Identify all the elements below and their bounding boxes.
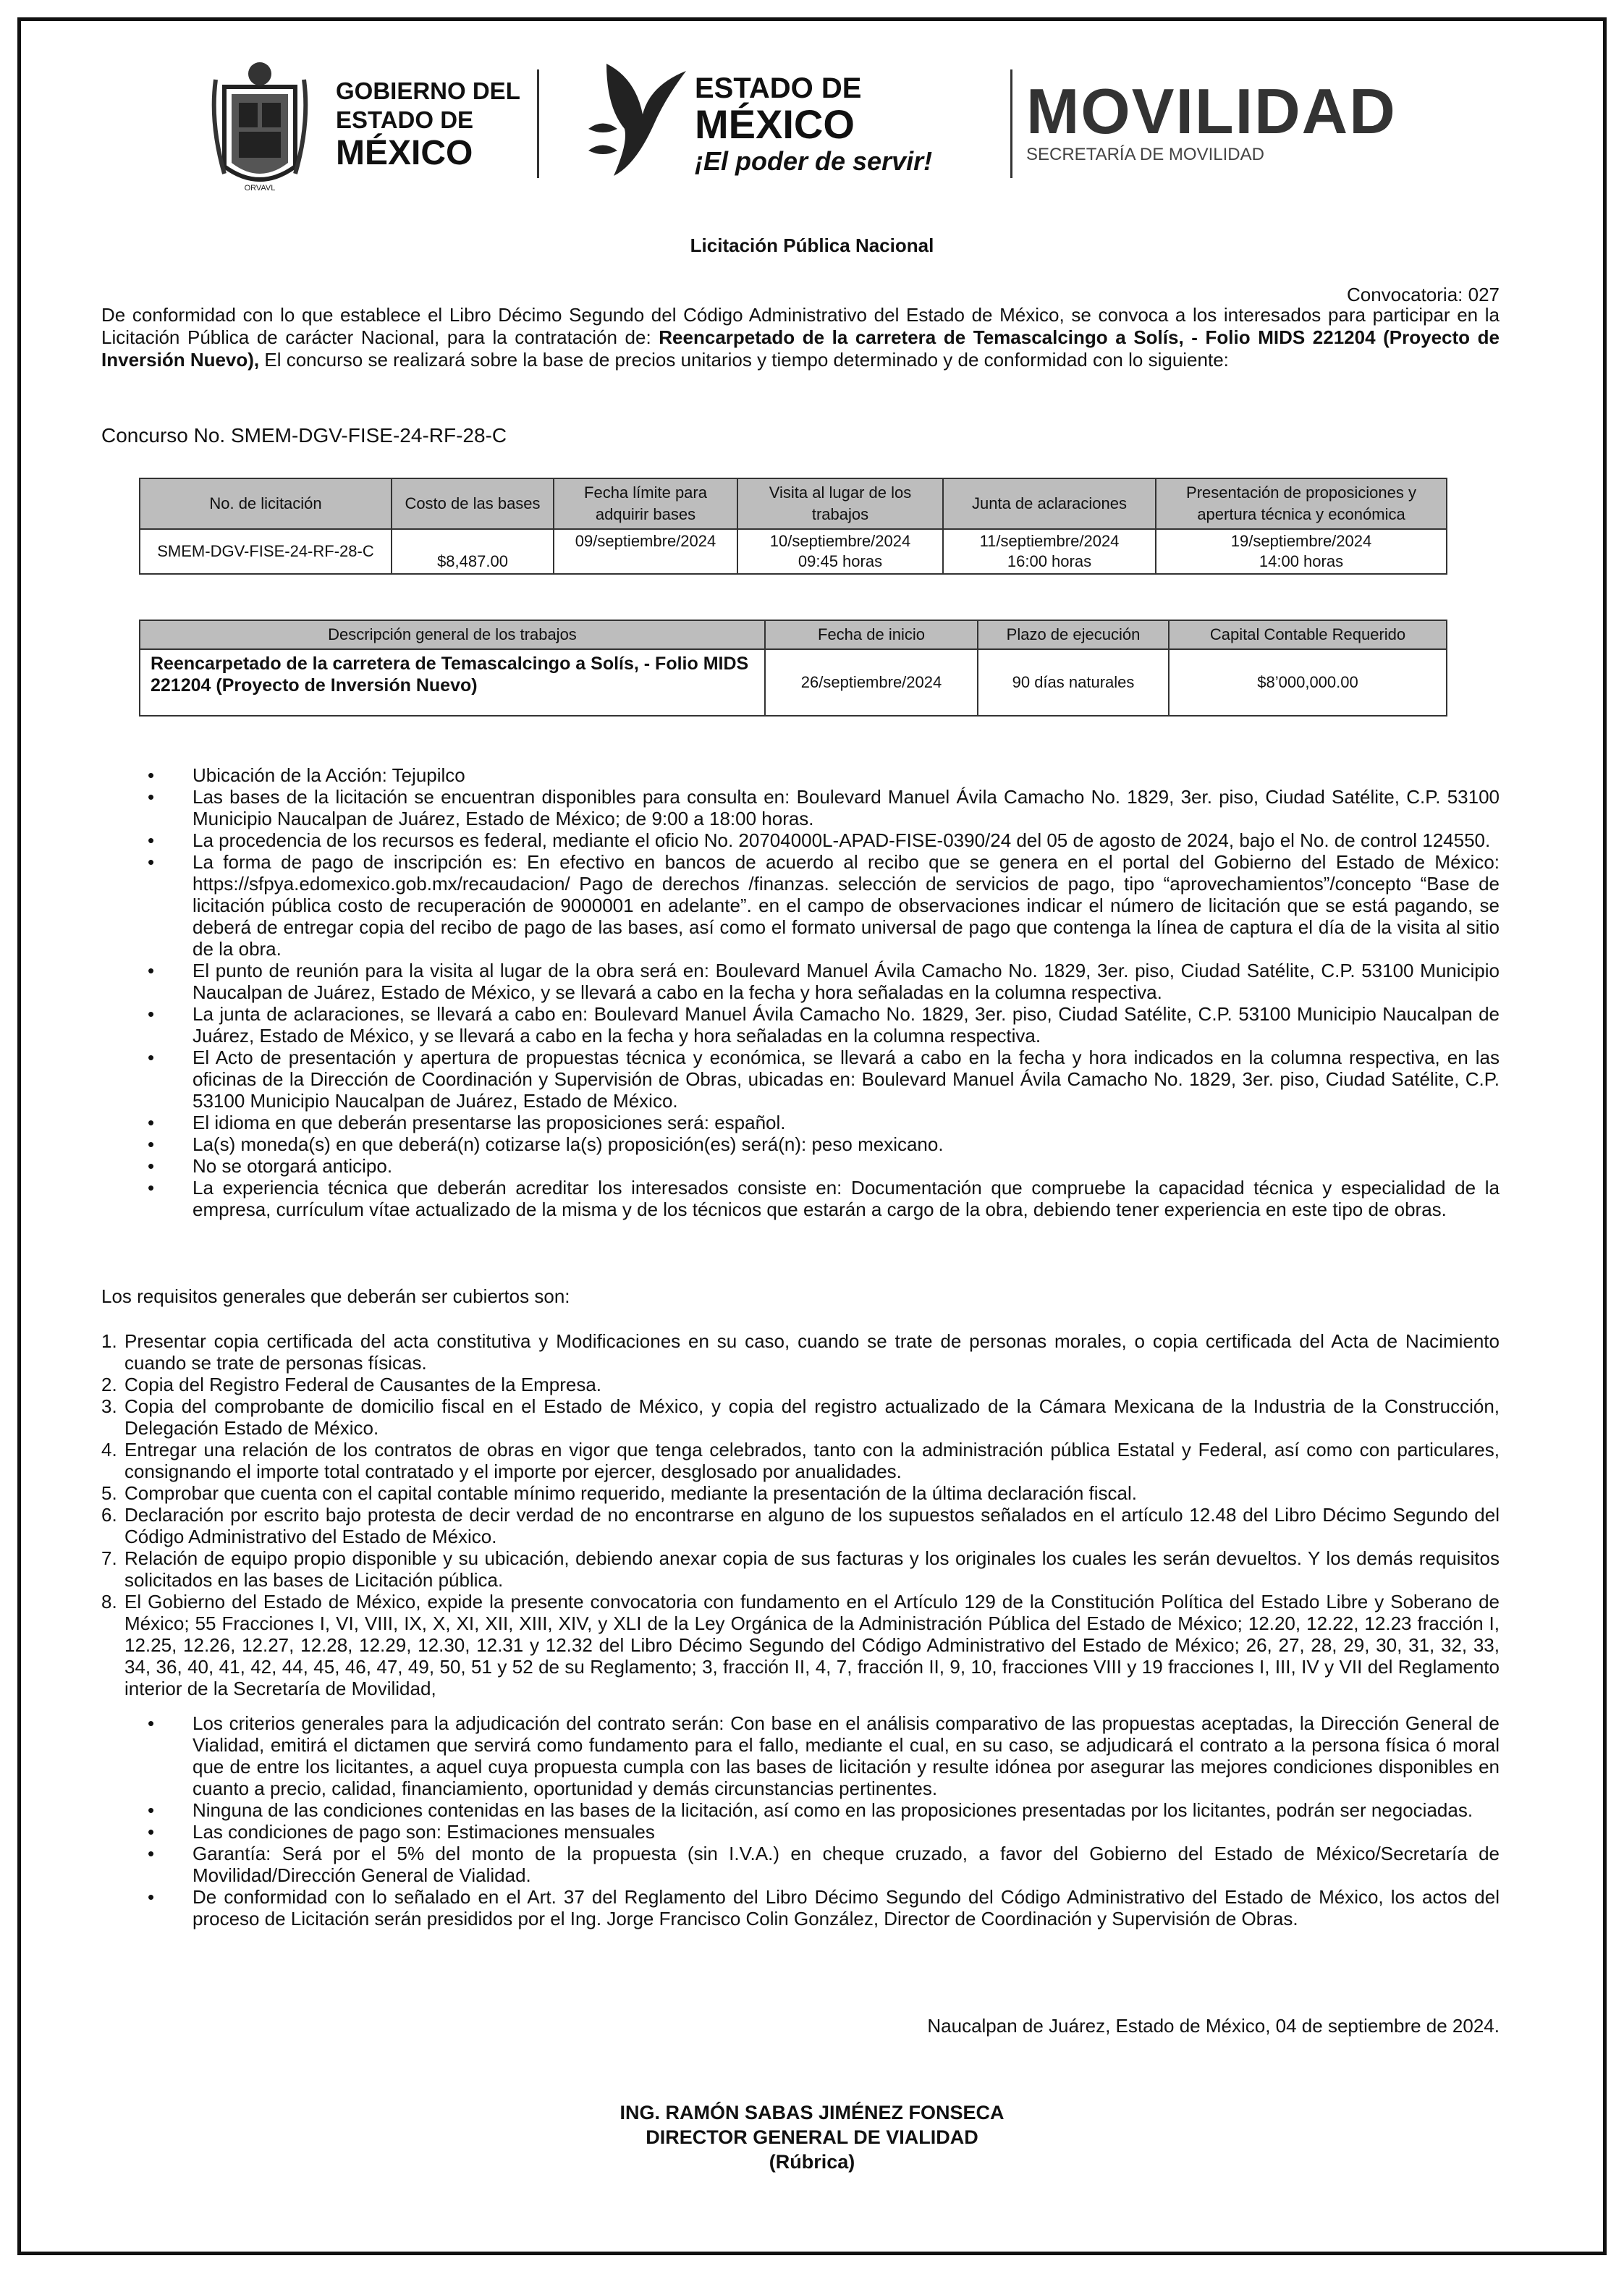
presentacion-hora: 14:00 horas (1259, 552, 1344, 570)
intro-text-2: El concurso se realizará sobre la base de precios unitarios y tiempo determinado y de conformidad con lo siguiente: (259, 349, 1229, 371)
requisito-item (101, 1330, 1500, 1374)
trabajos-table (139, 620, 1447, 717)
place-date: Naucalpan de Juárez, Estado de México, 04 de septiembre de 2024. (927, 2015, 1500, 2037)
list-item: • Ubicación de la Acción: Tejupilco (193, 764, 1500, 786)
intro-paragraph (101, 304, 1500, 371)
list-item: • Las condiciones de pago son: Estimaciones mensuales (193, 1821, 1500, 1843)
junta-fecha: 11/septiembre/2024 (979, 532, 1120, 550)
visita-fecha: 10/septiembre/2024 (769, 532, 911, 550)
presentacion-fecha: 19/septiembre/2024 (1230, 532, 1372, 550)
cell-fecha-limite: 09/septiembre/2024 (554, 529, 737, 574)
header-divider (537, 69, 539, 178)
th-inicio: Fecha de inicio (765, 620, 978, 649)
secretaria-subtitle: SECRETARÍA DE MOVILIDAD (1026, 145, 1264, 164)
requisito-item (101, 1439, 1500, 1482)
conditions-list (193, 764, 1500, 1220)
movilidad-title: MOVILIDAD (1026, 75, 1397, 147)
requisito-number: 2. (101, 1374, 117, 1395)
requisito-item (101, 1504, 1500, 1547)
licitacion-table (139, 478, 1447, 575)
estado-line1: ESTADO DE (695, 72, 862, 104)
cell-inicio: 26/septiembre/2024 (765, 649, 978, 716)
requisito-item (101, 1374, 1500, 1395)
list-item: • La forma de pago de inscripción es: En efectivo en bancos de acuerdo al recibo que se genera en el portal del Gobierno del Estado de México: https://sfpya.edomexico.gob.mx/recaudacion/ Pago de derechos /finanzas. selección de servicios de pago, tipo “aprovechamientos”/concepto “Base de licitación pública costo de recuperación de 9000001 en adelante”. en el campo de observaciones indicar el número de licitación que se está pagando, se deberá de entregar copia del recibo de pago de las bases, así como el formato universal de pago que contenga la línea de captura el día de la visita al sitio de la obra. (193, 851, 1500, 960)
table-row (140, 649, 1447, 716)
requisito-text: Copia del Registro Federal de Causantes de la Empresa. (124, 1374, 602, 1395)
requisito-number: 1. (101, 1330, 117, 1352)
requisito-number: 7. (101, 1547, 117, 1569)
gob-line3: MÉXICO (336, 134, 473, 172)
list-item: • Las bases de la licitación se encuentran disponibles para consulta en: Boulevard Manuel Ávila Camacho No. 1829, 3er. piso, Ciudad Satélite, C.P. 53100 Municipio Naucalpan de Juárez, Estado de México; de 9:00 a 18:00 horas. (193, 786, 1500, 829)
intro-text-1: De conformidad con lo que establece el Libro Décimo Segundo del Código Administrativo del Estado de México, se convoca a los interesados para participar en la Licitación Pública de carácter Nacional, para la contratación de: (101, 304, 1500, 348)
rubrica-label: (Rúbrica) (769, 2151, 855, 2173)
state-seal-logo (210, 58, 310, 193)
th-descripcion: Descripción general de los trabajos (140, 620, 765, 649)
list-item: • No se otorgará anticipo. (193, 1155, 1500, 1177)
gobierno-logo-text (336, 77, 520, 172)
header-divider-2 (1010, 69, 1012, 178)
cell-descripcion: Reencarpetado de la carretera de Temascalcingo a Solís, - Folio MIDS 221204 (Proyecto de Inversión Nuevo) (140, 649, 765, 716)
th-visita: Visita al lugar de los trabajos (737, 478, 943, 529)
requisitos-intro: Los requisitos generales que deberán ser cubiertos son: (101, 1285, 570, 1307)
cell-visita (737, 529, 943, 574)
signatory-role: DIRECTOR GENERAL DE VIALIDAD (646, 2126, 978, 2148)
requisito-text: Copia del comprobante de domicilio fiscal en el Estado de México, y copia del registro actualizado de la Cámara Mexicana de la Industria de la Construcción, Delegación Estado de México. (124, 1395, 1500, 1439)
th-licitacion: No. de licitación (140, 478, 392, 529)
cell-licitacion: SMEM-DGV-FISE-24-RF-28-C (140, 529, 392, 574)
requisito-item (101, 1547, 1500, 1591)
cell-junta (943, 529, 1156, 574)
signatory-name: ING. RAMÓN SABAS JIMÉNEZ FONSECA (619, 2102, 1005, 2123)
list-item: • La(s) moneda(s) en que deberá(n) cotizarse la(s) proposición(es) será(n): peso mexicano. (193, 1133, 1500, 1155)
list-item: • Garantía: Será por el 5% del monto de la propuesta (sin I.V.A.) en cheque cruzado, a favor del Gobierno del Estado de México/Secretaría de Movilidad/Dirección General de Vialidad. (193, 1843, 1500, 1886)
requisitos-list (101, 1330, 1500, 1699)
gob-line1: GOBIERNO DEL (336, 77, 520, 104)
requisito-item (101, 1395, 1500, 1439)
list-item: • La procedencia de los recursos es federal, mediante el oficio No. 20704000L-APAD-FISE-0390/24 del 05 de agosto de 2024, bajo el No. de control 124550. (193, 829, 1500, 851)
criteria-list (193, 1712, 1500, 1929)
list-item: • La junta de aclaraciones, se llevará a cabo en: Boulevard Manuel Ávila Camacho No. 1829, 3er. piso, Ciudad Satélite, C.P. 53100 Municipio Naucalpan de Juárez, Estado de México, y se llevará a cabo en la fecha y hora señaladas en la columna respectiva. (193, 1003, 1500, 1047)
requisito-item (101, 1591, 1500, 1699)
visita-hora: 09:45 horas (798, 552, 883, 570)
requisito-text: Entregar una relación de los contratos de obras en vigor que tenga celebrados, tanto con la administración pública Estatal y Federal, así como con particulares, consignando el importe total contratado y el importe por ejercer, desglosado por anualidades. (124, 1439, 1500, 1482)
list-item: • Ninguna de las condiciones contenidas en las bases de la licitación, así como en las proposiciones presentadas por los licitantes, podrán ser negociadas. (193, 1799, 1500, 1821)
estado-line2: MÉXICO (695, 101, 855, 147)
list-item: • El Acto de presentación y apertura de propuestas técnica y económica, se llevará a cabo en la fecha y hora indicados en la columna respectiva, en las oficinas de la Dirección de Coordinación y Supervisión de Obras, ubicadas en: Boulevard Manuel Ávila Camacho No. 1829, 3er. piso, Ciudad Satélite, C.P. 53100 Municipio Naucalpan de Juárez, Estado de México. (193, 1047, 1500, 1112)
svg-text:ORVAVL: ORVAVL (244, 184, 276, 193)
requisito-number: 4. (101, 1439, 117, 1461)
list-item: • El punto de reunión para la visita al lugar de la obra será en: Boulevard Manuel Ávila Camacho No. 1829, 3er. piso, Ciudad Satélite, C.P. 53100 Municipio Naucalpan de Juárez, Estado de México, y se llevará a cabo en la fecha y hora señaladas en la columna respectiva. (193, 960, 1500, 1003)
junta-hora: 16:00 horas (1007, 552, 1092, 570)
hummingbird-logo (585, 56, 693, 179)
cell-costo: $8,487.00 (392, 529, 554, 574)
th-junta: Junta de aclaraciones (943, 478, 1156, 529)
th-costo: Costo de las bases (392, 478, 554, 529)
requisito-number: 5. (101, 1482, 117, 1504)
estado-logo-text (695, 72, 932, 178)
th-capital: Capital Contable Requerido (1169, 620, 1447, 649)
list-item: • De conformidad con lo señalado en el Art. 37 del Reglamento del Libro Décimo Segundo del Código Administrativo del Estado de México, los actos del proceso de Licitación serán presididos por el Ing. Jorge Francisco Colin González, Director de Coordinación y Supervisión de Obras. (193, 1886, 1500, 1929)
table-header-row (140, 620, 1447, 649)
list-item: • Los criterios generales para la adjudicación del contrato serán: Con base en el análisis comparativo de las propuestas aceptadas, la Dirección General de Vialidad, emitirá el dictamen que servirá como fundamento para el fallo, mediante el cual, en su caso, se adjudicará el contrato a la persona física ó moral que de entre los licitantes, a aquel cuya propuesta cumpla con las bases de licitación y resulte idónea por asegurar las mejores condiciones disponibles en cuanto a precio, calidad, financiamiento, oportunidad y demás circunstancias pertinentes. (193, 1712, 1500, 1799)
th-plazo: Plazo de ejecución (978, 620, 1169, 649)
requisito-number: 8. (101, 1591, 117, 1612)
cell-plazo: 90 días naturales (978, 649, 1169, 716)
requisito-item (101, 1482, 1500, 1504)
th-fecha-limite: Fecha límite para adquirir bases (554, 478, 737, 529)
requisito-text: Presentar copia certificada del acta constitutiva y Modificaciones en su caso, cuando se trate de personas morales, o copia certificada del Acta de Nacimiento cuando se trate de personas físicas. (124, 1330, 1500, 1374)
gob-line2: ESTADO DE (336, 106, 474, 133)
movilidad-logo (1026, 75, 1397, 165)
cell-capital: $8’000,000.00 (1169, 649, 1447, 716)
requisito-text: El Gobierno del Estado de México, expide la presente convocatoria con fundamento en el Artículo 129 de la Constitución Política del Estado Libre y Soberano de México; 55 Fracciones I, VI, VIII, IX, X, XI, XII, XIII, XIV, y XLI de la Ley Orgánica de la Administración Pública del Estado de México; 12.20, 12.22, 12.23 fracción I, 12.25, 12.26, 12.27, 12.28, 12.29, 12.30, 12.31 y 12.32 del Libro Décimo Segundo del Código Administrativo del Estado de México; 26, 27, 28, 29, 30, 31, 32, 33, 34, 36, 40, 41, 42, 44, 45, 46, 47, 49, 50, 51 y 52 de su Reglamento; 3, fracción II, 4, 7, fracción II, 9, 10, fracciones VIII y 19 fracciones I, III, IV y VII del Reglamento interior de la Secretaría de Movilidad, (124, 1591, 1500, 1699)
requisito-number: 3. (101, 1395, 117, 1417)
list-item: • El idioma en que deberán presentarse las proposiciones será: español. (193, 1112, 1500, 1133)
concurso-number: Concurso No. SMEM-DGV-FISE-24-RF-28-C (101, 424, 507, 447)
cell-presentacion (1156, 529, 1447, 574)
list-item: • La experiencia técnica que deberán acreditar los interesados consiste en: Documentación que compruebe la capacidad técnica y especialidad de la empresa, currículum vítae actualizado de la misma y de los técnicos que estarán a cargo de la obra, debiendo tener experiencia en este tipo de obras. (193, 1177, 1500, 1220)
estado-slogan: ¡El poder de servir! (695, 146, 933, 176)
requisito-text: Relación de equipo propio disponible y su ubicación, debiendo anexar copia de sus facturas y los originales los cuales les serán devueltos. Y los demás requisitos solicitados en las bases de Licitación pública. (124, 1547, 1500, 1591)
th-presentacion: Presentación de proposiciones y apertura técnica y económica (1156, 478, 1447, 529)
table-header-row (140, 478, 1447, 529)
intro-text-bold: Reencarpetado de la carretera de Temascalcingo a Solís, - Folio MIDS 221204 (Proyecto de Inversión Nuevo), (101, 326, 1500, 371)
convocatoria-number: Convocatoria: 027 (1346, 284, 1500, 305)
requisito-text: Comprobar que cuenta con el capital contable mínimo requerido, mediante la presentación de la última declaración fiscal. (124, 1482, 1138, 1504)
table-row (140, 529, 1447, 574)
requisito-number: 6. (101, 1504, 117, 1526)
document-title: Licitación Pública Nacional (690, 234, 934, 256)
requisito-text: Declaración por escrito bajo protesta de decir verdad de no encontrarse en alguno de los supuestos señalados en el artículo 12.48 del Libro Décimo Segundo del Código Administrativo del Estado de México. (124, 1504, 1500, 1547)
